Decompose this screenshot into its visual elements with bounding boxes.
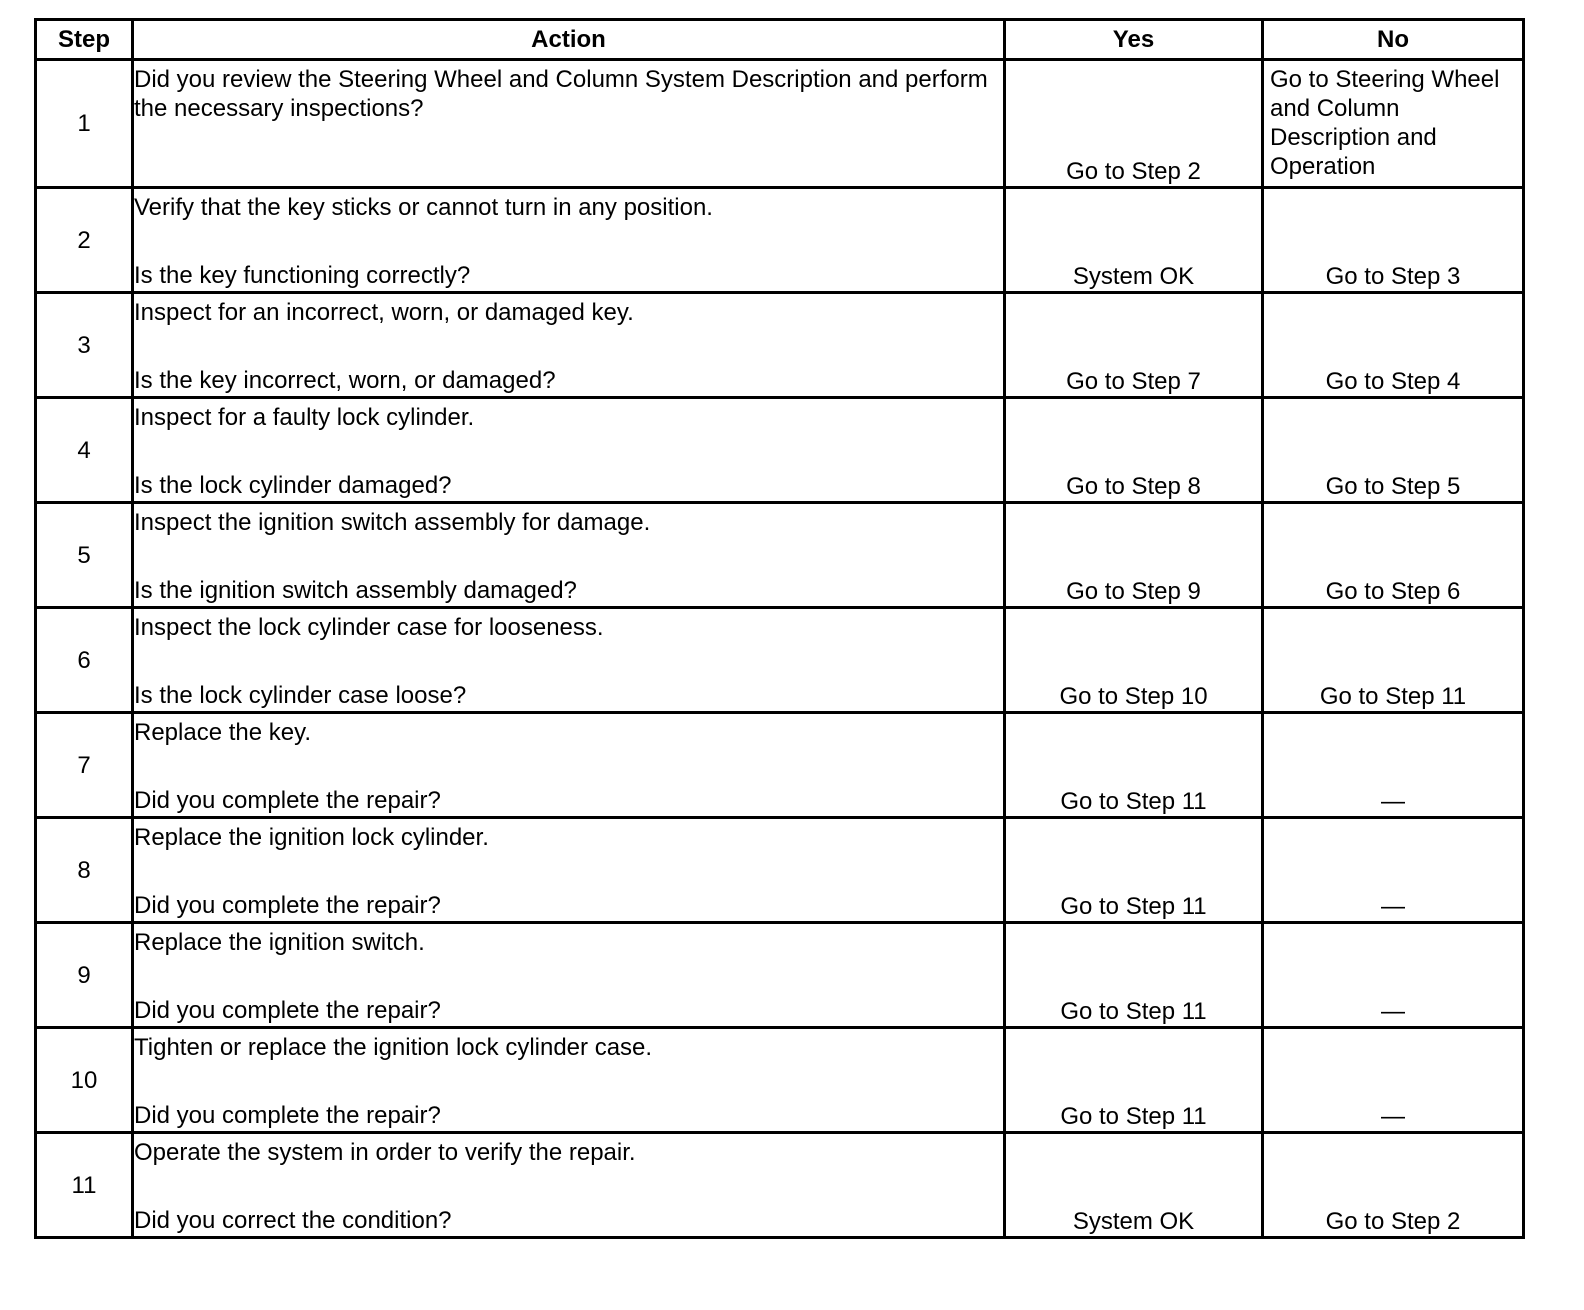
- action-instruction: Replace the ignition switch.: [134, 929, 425, 956]
- action-question: Is the key functioning correctly?: [134, 262, 471, 289]
- action-instruction: Verify that the key sticks or cannot turn in any position.: [134, 194, 713, 221]
- yes-result: System OK: [1005, 1133, 1263, 1238]
- action-cell: [133, 503, 1005, 608]
- table-row: [36, 188, 1524, 293]
- table-row: [36, 398, 1524, 503]
- action-instruction: Operate the system in order to verify the repair.: [134, 1139, 636, 1166]
- yes-result: Go to Step 11: [1005, 713, 1263, 818]
- action-cell: [133, 188, 1005, 293]
- action-cell: [133, 818, 1005, 923]
- table-row: [36, 818, 1524, 923]
- step-number: 2: [36, 188, 133, 293]
- action-question: Did you complete the repair?: [134, 997, 441, 1024]
- action-instruction: Inspect for an incorrect, worn, or damaged key.: [134, 299, 634, 326]
- table-row: [36, 923, 1524, 1028]
- table-header-row: [36, 20, 1524, 60]
- yes-result: Go to Step 11: [1005, 818, 1263, 923]
- action-question: Did you complete the repair?: [134, 892, 441, 919]
- table-row: [36, 60, 1524, 188]
- table-row: [36, 293, 1524, 398]
- step-number: 10: [36, 1028, 133, 1133]
- yes-result: Go to Step 10: [1005, 608, 1263, 713]
- yes-result: Go to Step 2: [1005, 60, 1263, 188]
- step-number: 8: [36, 818, 133, 923]
- step-number: 3: [36, 293, 133, 398]
- header-step: Step: [36, 20, 133, 60]
- yes-result: System OK: [1005, 188, 1263, 293]
- step-number: 11: [36, 1133, 133, 1238]
- table-row: [36, 1028, 1524, 1133]
- no-result: Go to Step 5: [1263, 398, 1524, 503]
- table-row: [36, 608, 1524, 713]
- no-result: —: [1263, 1028, 1524, 1133]
- action-question: Is the key incorrect, worn, or damaged?: [134, 367, 556, 394]
- action-instruction: Did you review the Steering Wheel and Column System Description and perform the necessary inspections?: [134, 66, 988, 122]
- action-cell: [133, 1028, 1005, 1133]
- no-result: —: [1263, 713, 1524, 818]
- action-instruction: Tighten or replace the ignition lock cylinder case.: [134, 1034, 653, 1061]
- no-result: Go to Step 2: [1263, 1133, 1524, 1238]
- action-cell: [133, 923, 1005, 1028]
- action-question: Is the ignition switch assembly damaged?: [134, 577, 577, 604]
- action-cell: [133, 1133, 1005, 1238]
- step-number: 1: [36, 60, 133, 188]
- action-question: Did you correct the condition?: [134, 1207, 452, 1234]
- header-no: No: [1263, 20, 1524, 60]
- action-instruction: Replace the key.: [134, 719, 311, 746]
- step-number: 5: [36, 503, 133, 608]
- action-question: Did you complete the repair?: [134, 787, 441, 814]
- header-yes: Yes: [1005, 20, 1263, 60]
- action-instruction: Replace the ignition lock cylinder.: [134, 824, 489, 851]
- no-result: Go to Step 3: [1263, 188, 1524, 293]
- yes-result: Go to Step 11: [1005, 1028, 1263, 1133]
- header-action: Action: [133, 20, 1005, 60]
- action-cell: [133, 713, 1005, 818]
- action-instruction: Inspect for a faulty lock cylinder.: [134, 404, 475, 431]
- no-result: Go to Step 11: [1263, 608, 1524, 713]
- action-instruction: Inspect the ignition switch assembly for damage.: [134, 509, 651, 536]
- action-question: Is the lock cylinder damaged?: [134, 472, 452, 499]
- no-result: Go to Steering Wheel and Column Description and Operation: [1263, 60, 1524, 188]
- step-number: 6: [36, 608, 133, 713]
- action-instruction: Inspect the lock cylinder case for looseness.: [134, 614, 604, 641]
- table-row: [36, 503, 1524, 608]
- yes-result: Go to Step 11: [1005, 923, 1263, 1028]
- action-question: Did you complete the repair?: [134, 1102, 441, 1129]
- no-result: —: [1263, 923, 1524, 1028]
- step-number: 7: [36, 713, 133, 818]
- action-cell: [133, 608, 1005, 713]
- table-row: [36, 713, 1524, 818]
- no-result: —: [1263, 818, 1524, 923]
- step-number: 4: [36, 398, 133, 503]
- step-number: 9: [36, 923, 133, 1028]
- action-question: Is the lock cylinder case loose?: [134, 682, 467, 709]
- no-result: Go to Step 4: [1263, 293, 1524, 398]
- action-cell: [133, 398, 1005, 503]
- yes-result: Go to Step 8: [1005, 398, 1263, 503]
- action-cell: [133, 60, 1005, 188]
- table-row: [36, 1133, 1524, 1238]
- yes-result: Go to Step 7: [1005, 293, 1263, 398]
- no-result: Go to Step 6: [1263, 503, 1524, 608]
- diagnostic-table: [34, 18, 1525, 1239]
- yes-result: Go to Step 9: [1005, 503, 1263, 608]
- action-cell: [133, 293, 1005, 398]
